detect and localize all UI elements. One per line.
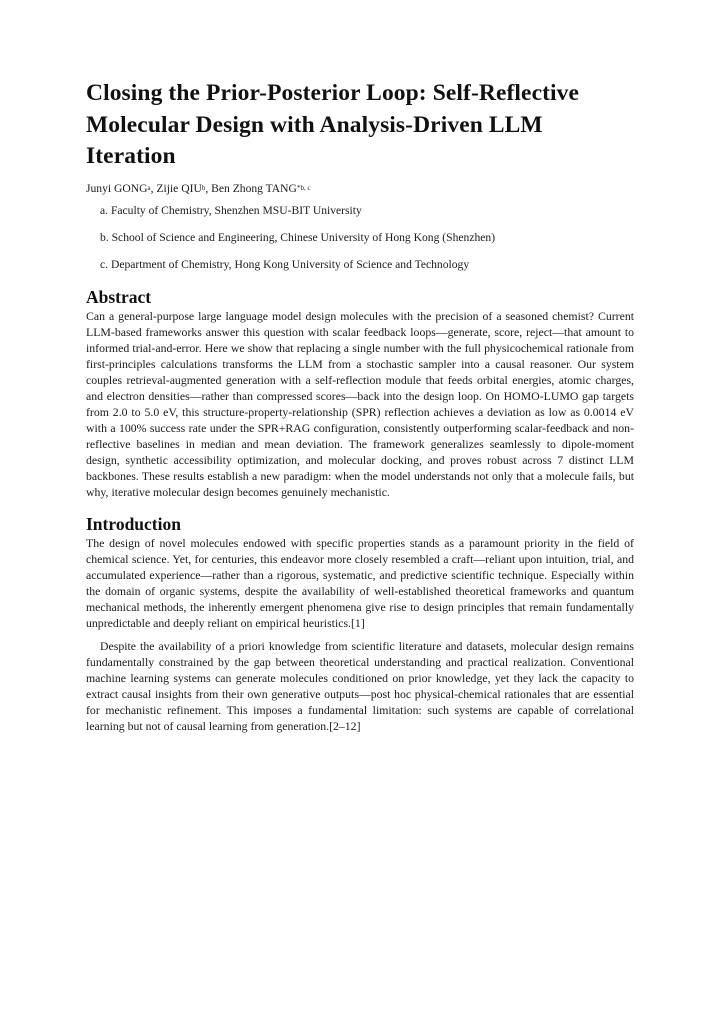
author-name: Ben Zhong TANG bbox=[211, 181, 297, 195]
intro-paragraph: The design of novel molecules endowed with specific properties stands as a paramount priority in the field of chemical science. Yet, for centuries, this endeavor more closely resembled a craft—reliant upon intuition, trial, and accumulated experience—rather than a rigorous, systematic, and predictive scientific technique. Especially within the domain of organic systems, despite the availability of well-established theoretical frameworks and quantum mechanical methods, the inherently emergent phenomena give rise to design principles that remain fundamentally unpredictable and deeply reliant on empirical heuristics.[1] bbox=[86, 535, 634, 630]
affiliation-item: b. School of Science and Engineering, Chinese University of Hong Kong (Shenzhen) bbox=[100, 230, 496, 244]
author-name: Zijie QIU bbox=[156, 181, 202, 195]
author-affiliation-mark: b bbox=[201, 183, 206, 192]
paper-title: Closing the Prior-Posterior Loop: Self-Reflective Molecular Design with Analysis-Driven LLM Iteration bbox=[86, 80, 580, 169]
affiliation-item: c. Department of Chemistry, Hong Kong University of Science and Technology bbox=[100, 257, 470, 271]
author-affiliation-mark: a bbox=[147, 183, 151, 192]
abstract-heading: Abstract bbox=[86, 286, 152, 307]
intro-paragraph: Despite the availability of a priori knowledge from scientific literature and datasets, molecular design remains fundamentally constrained by the gap between theoretical understanding and practical realization. Conventional machine learning systems can generate molecules conditioned on prior knowledge, yet they lack the capacity to extract causal insights from their own generative outputs—post hoc physical-chemical rationales that are essential for mechanistic refinement. This imposes a fundamental limitation: such systems are capable of correlational learning but not of causal learning from generation.[2–12] bbox=[86, 638, 634, 733]
paper-content bbox=[86, 78, 634, 734]
author-list: Junyi GONG$^a$, Zijie QIU$^b$, Ben Zhong TANG$^{*b, c}$ bbox=[86, 181, 311, 195]
affiliation-list bbox=[86, 203, 634, 273]
abstract-text: Can a general-purpose large language model design molecules with the precision of a seasoned chemist? Current LLM-based frameworks answer this question with scalar feedback loops—generate, score, reject—that amount to informed trial-and-error. Here we show that replacing a single number with the full physicochemical rationale from first-principles calculations transforms the LLM from a stochastic sampler into a causal reasoner. Our system couples retrieval-augmented generation with a self-reflection module that feeds orbital energies, atomic charges, and electron densities—rather than compressed scores—back into the design loop. On HOMO-LUMO gap targets from 2.0 to 5.0 eV, this structure-property-relationship (SPR) reflection achieves a deviation as low as 0.0014 eV with a 100% success rate under the SPR+RAG configuration, consistently outperforming scalar-feedback and non-reflective baselines in median and mean deviation. The framework generalizes seamlessly to dipole-moment design, synthetic accessibility optimization, and molecular docking, and proves robust across 7 distinct LLM backbones. These results establish a new paradigm: when the model understands not only that a molecule fails, but why, iterative molecular design becomes genuinely mechanistic. bbox=[86, 308, 634, 499]
introduction-heading: Introduction bbox=[86, 513, 181, 534]
author-name: Junyi GONG bbox=[86, 181, 148, 195]
affiliation-item: a. Faculty of Chemistry, Shenzhen MSU-BIT University bbox=[100, 203, 362, 217]
author-affiliation-mark: *b, c bbox=[296, 183, 311, 192]
